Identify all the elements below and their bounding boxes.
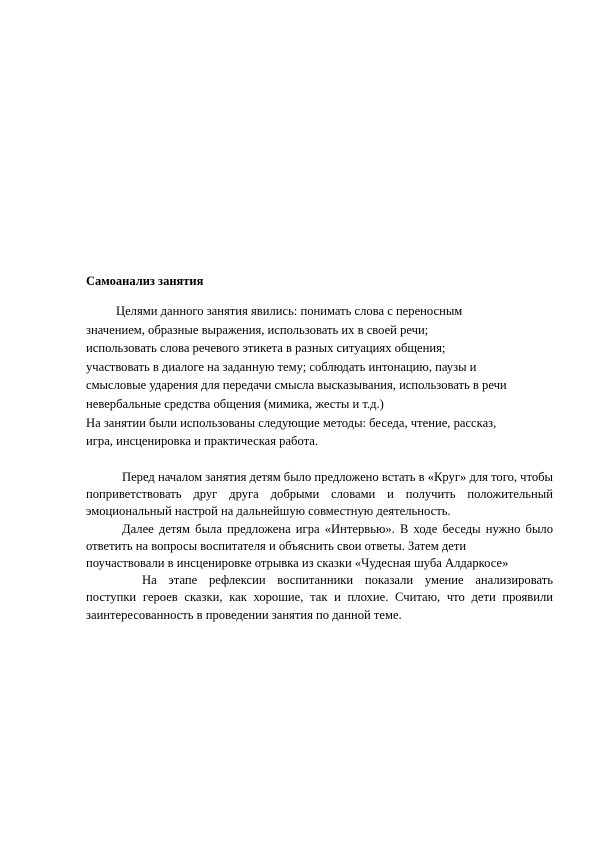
text-line: игра, инсценировка и практическая работа. <box>86 434 318 449</box>
paragraph: Перед началом занятия детям было предложено встать в «Круг» для того, чтобы поприветствовать друг друга добрыми словами и получить положительный эмоциональный настрой на дальнейшую совместную деятельность. <box>86 470 554 519</box>
document-title: Самоанализ занятия <box>86 274 204 288</box>
paragraph-last-line: поучаствовали в инсценировке отрывка из сказки «Чудесная шуба Алдаркосе» <box>86 556 509 571</box>
lesson-description-section <box>86 469 553 624</box>
text-line: На занятии были использованы следующие методы: беседа, чтение, рассказ, <box>86 415 497 430</box>
text-line: смысловые ударения для передачи смысла высказывания, использовать в речи <box>86 378 507 393</box>
paragraph <box>86 521 553 555</box>
paragraph-text: Далее детям была предложена игра «Интервью». В ходе беседы нужно было ответить на вопросы воспитателя и объяснить свои ответы. Затем дети <box>86 521 553 553</box>
text-line: невербальные средства общения (мимика, жесты и т.д.) <box>86 396 384 411</box>
paragraph: На этапе рефлексии воспитанники показали умение анализировать поступки героев сказки, как хорошие, так и плохие. Считаю, что дети проявили заинтересованность в проведении занятия по данной теме. <box>86 573 553 622</box>
text-line: значением, образные выражения, использовать их в своей речи; <box>86 322 429 337</box>
text-line: Целями данного занятия явились: понимать слова с переносным <box>116 304 463 318</box>
goals-section <box>86 302 566 451</box>
text-line: участвовать в диалоге на заданную тему; соблюдать интонацию, паузы и <box>86 359 477 374</box>
text-line: использовать слова речевого этикета в разных ситуациях общения; <box>86 341 446 356</box>
